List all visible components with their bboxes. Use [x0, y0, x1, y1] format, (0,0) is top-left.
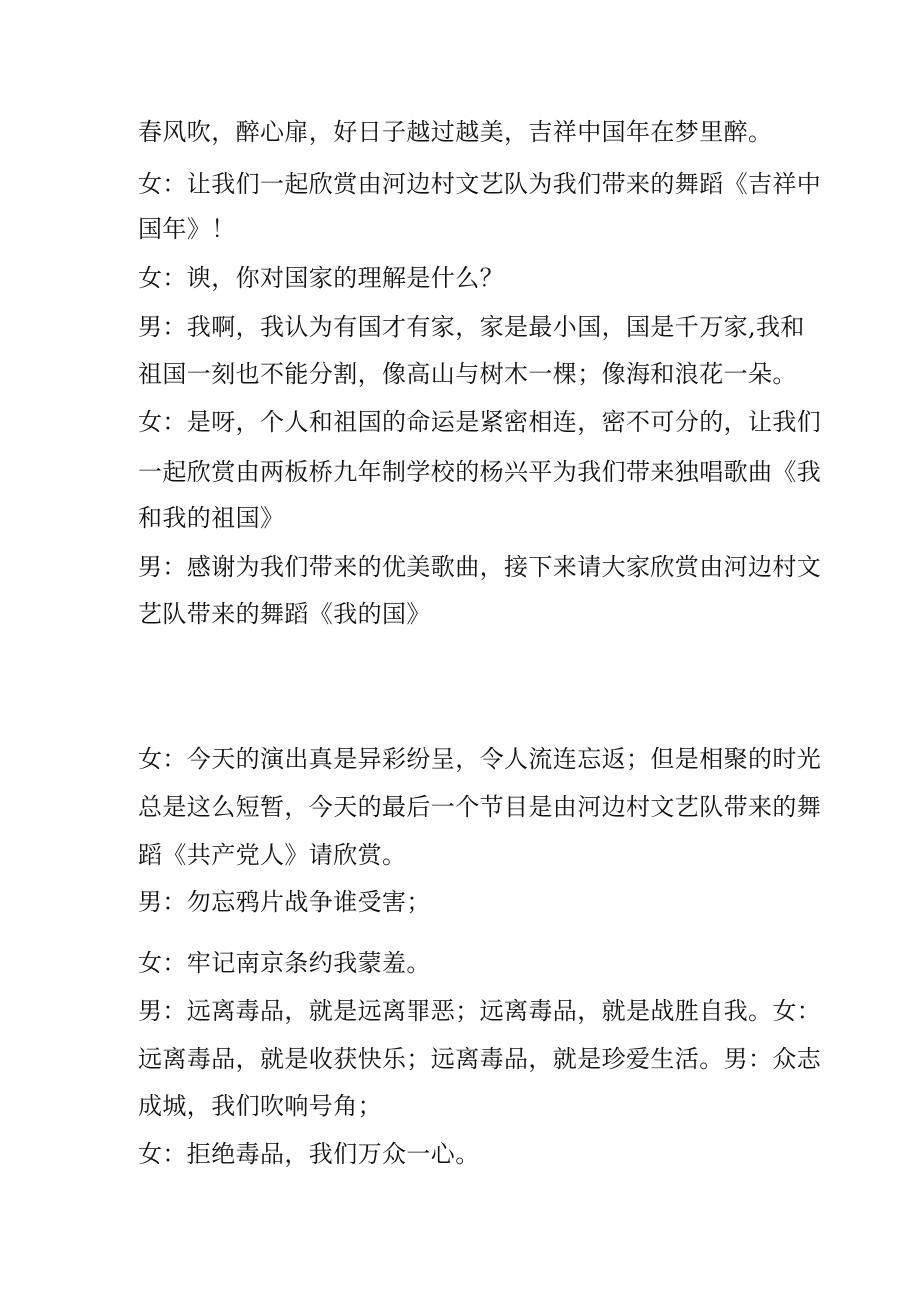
text-line: 和我的祖国》 [138, 504, 285, 532]
text-line: 女：拒绝毒品，我们万众一心。 [138, 1140, 480, 1168]
text-line: 女：谀，你对国家的理解是什么？ [138, 264, 504, 292]
text-line: 艺队带来的舞蹈《我的国》 [138, 600, 431, 628]
text-line: 总是这么短暂，今天的最后一个节目是由河边村文艺队带来的舞 [138, 793, 822, 821]
text-line: 男：勿忘鸦片战争谁受害； [138, 888, 431, 916]
text-line: 女：牢记南京条约我蒙羞。 [138, 949, 431, 977]
text-line: 女：是呀，个人和祖国的命运是紧密相连，密不可分的，让我们 [138, 408, 822, 436]
text-line: 女：今天的演出真是异彩纷呈，令人流连忘返；但是相聚的时光 [138, 745, 822, 773]
text-line: 一起欣赏由两板桥九年制学校的杨兴平为我们带来独唱歌曲《我 [138, 458, 822, 486]
text-line: 男：我啊，我认为有国才有家，家是最小国，国是千万家,我和 [138, 313, 805, 341]
text-line: 春风吹，醉心扉，好日子越过越美，吉祥中国年在梦里醉。 [138, 118, 773, 146]
text-line: 蹈《共产党人》请欣赏。 [138, 841, 407, 869]
text-line: 国年》！ [138, 215, 236, 243]
text-line: 祖国一刻也不能分割，像高山与树木一棵；像海和浪花一朵。 [138, 360, 797, 388]
text-line: 男：感谢为我们带来的优美歌曲，接下来请大家欣赏由河边村文 [138, 553, 822, 581]
text-line: 女：让我们一起欣赏由河边村文艺队为我们带来的舞蹈《吉祥中 [138, 170, 822, 198]
text-line: 男：远离毒品，就是远离罪恶；远离毒品，就是战胜自我。女： [138, 997, 822, 1025]
text-line: 成城，我们吹响号角； [138, 1092, 382, 1120]
text-line: 远离毒品，就是收获快乐；远离毒品，就是珍爱生活。男：众志 [138, 1045, 822, 1073]
